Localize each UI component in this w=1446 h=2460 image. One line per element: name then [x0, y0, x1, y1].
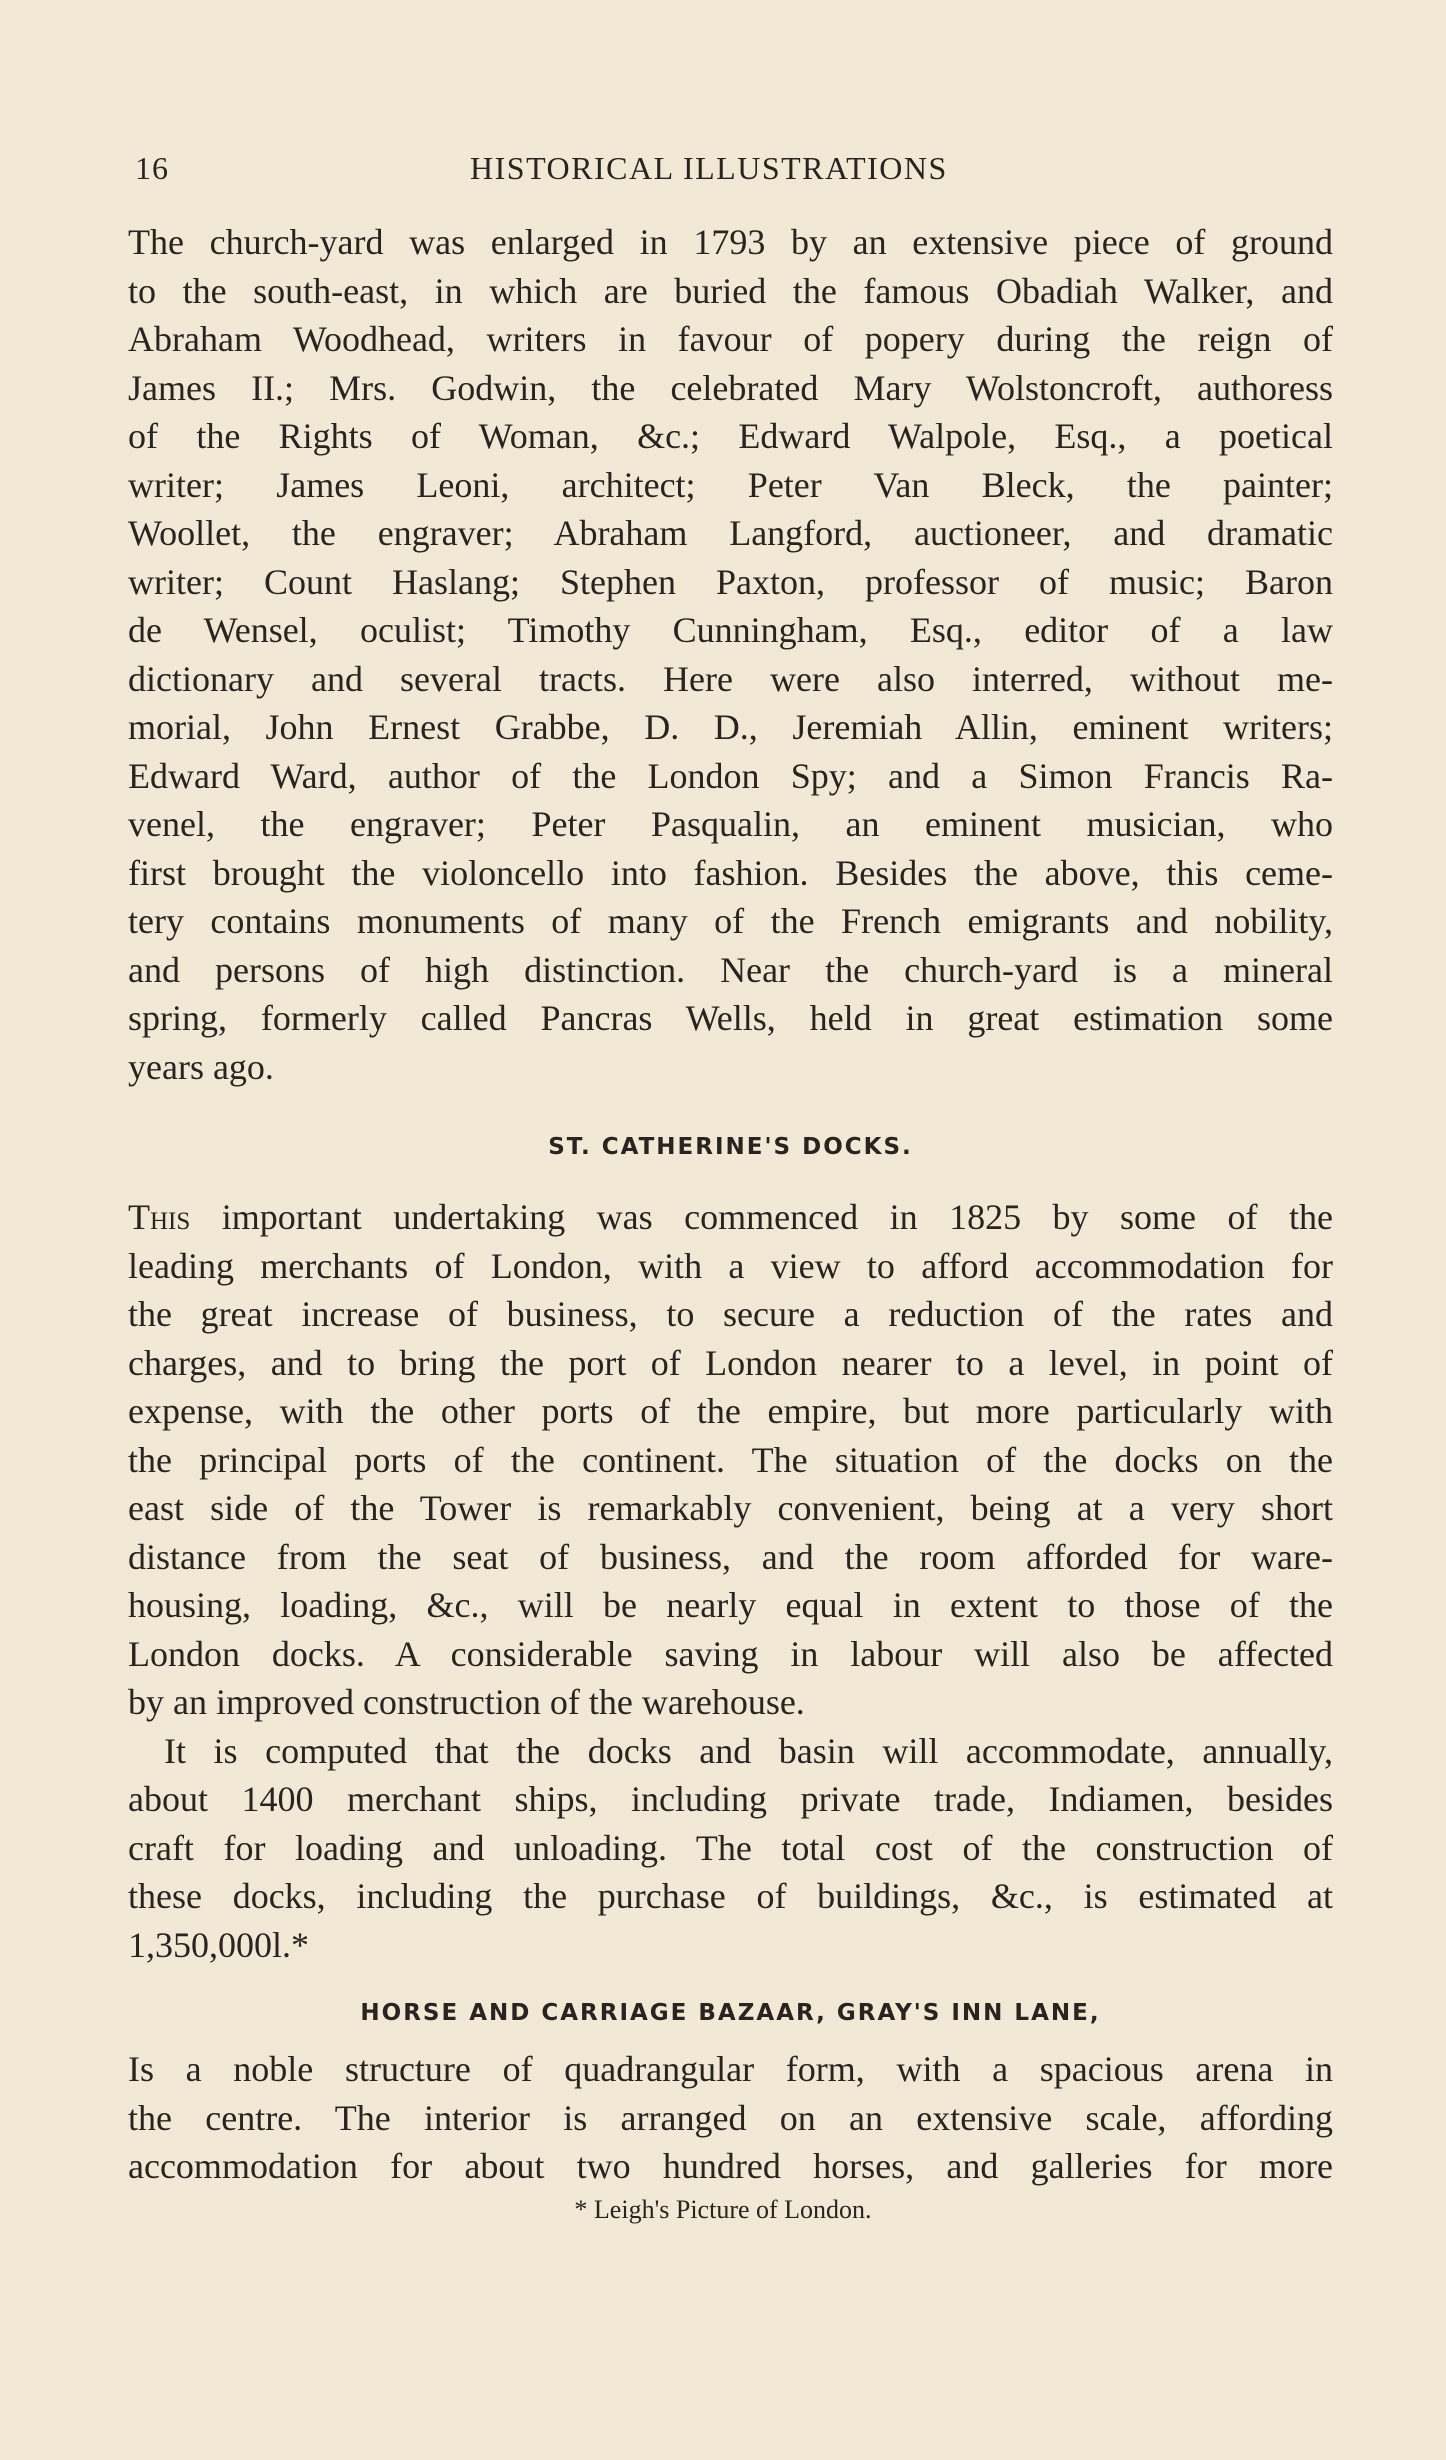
text-line: of the Rights of Woman, &c.; Edward Walpole, Esq., a poetical: [128, 416, 1333, 456]
text-line: to the south-east, in which are buried the famous Obadiah Walker, and: [128, 270, 1333, 311]
text-line: these docks, including the purchase of buildings, &c., is estimated at: [128, 1876, 1333, 1916]
text-line: The church-yard was enlarged in 1793 by an extensive piece of ground: [128, 222, 1333, 262]
text-line: charges, and to bring the port of London nearer to a level, in point of: [128, 1342, 1333, 1383]
text-line: Abraham Woodhead, writers in favour of popery during the reign of: [128, 319, 1333, 359]
text-line: distance from the seat of business, and the room afforded for ware-: [128, 1536, 1333, 1577]
text-line: accommodation for about two hundred horses, and galleries for more: [128, 2146, 1333, 2186]
text-line: and persons of high distinction. Near the church-yard is a mineral: [128, 949, 1333, 990]
text-line: housing, loading, &c., will be nearly equal in extent to those of the: [128, 1585, 1333, 1625]
text-line: London docks. A considerable saving in labour will also be affected: [128, 1633, 1333, 1674]
page-number: 16: [135, 150, 169, 186]
text-line: Woollet, the engraver; Abraham Langford, auctioneer, and dramatic: [128, 513, 1333, 553]
text-line: writer; James Leoni, architect; Peter Van Bleck, the painter;: [128, 464, 1333, 505]
running-head: HISTORICAL ILLUSTRATIONS: [470, 150, 948, 186]
text-line: dictionary and several tracts. Here were also interred, without me-: [128, 658, 1333, 699]
page-header: [135, 150, 1335, 194]
text-line: de Wensel, oculist; Timothy Cunningham, Esq., editor of a law: [128, 610, 1333, 650]
section-heading-st-catherines-docks: ST. CATHERINE'S DOCKS.: [548, 1134, 913, 1160]
text-line: Is a noble structure of quadrangular form, with a spacious arena in: [128, 2049, 1333, 2089]
section-heading-horse-carriage-bazaar: HORSE AND CARRIAGE BAZAAR, GRAY'S INN LANE,: [360, 2000, 1101, 2026]
body-text: [128, 218, 1333, 2191]
paragraph-docks: [128, 1193, 1333, 1727]
text-line: writer; Count Haslang; Stephen Paxton, professor of music; Baron: [128, 561, 1333, 602]
text-line-rest: important undertaking was commenced in 1825 by some of the: [190, 1197, 1333, 1237]
small-caps-opening: This: [128, 1197, 191, 1237]
paragraph-bazaar: [128, 2045, 1333, 2191]
paragraph-docks-cost: [128, 1727, 1333, 1970]
text-line: leading merchants of London, with a view to afford accommodation for: [128, 1245, 1333, 1286]
text-line: It is computed that the docks and basin will accommodate, annually,: [164, 1730, 1333, 1771]
text-line: the centre. The interior is arranged on an extensive scale, affording: [128, 2097, 1333, 2138]
text-line: spring, formerly called Pancras Wells, held in great estimation some: [128, 998, 1333, 1038]
text-line: the great increase of business, to secure a reduction of the rates and: [128, 1294, 1333, 1334]
text-line: first brought the violoncello into fashion. Besides the above, this ceme-: [128, 852, 1333, 893]
text-line: tery contains monuments of many of the French emigrants and nobility,: [128, 901, 1333, 941]
text-line: about 1400 merchant ships, including private trade, Indiamen, besides: [128, 1779, 1333, 1819]
paragraph-churchyard: [128, 218, 1333, 1091]
text-line: the principal ports of the continent. The situation of the docks on the: [128, 1439, 1333, 1480]
text-line: expense, with the other ports of the empire, but more particularly with: [128, 1391, 1333, 1431]
text-line: east side of the Tower is remarkably convenient, being at a very short: [128, 1488, 1333, 1528]
text-line: Edward Ward, author of the London Spy; and a Simon Francis Ra-: [128, 755, 1333, 796]
text-line: James II.; Mrs. Godwin, the celebrated Mary Wolstoncroft, authoress: [128, 367, 1333, 408]
text-line: by an improved construction of the warehouse.: [128, 1682, 805, 1722]
text-line: 1,350,000l.*: [128, 1924, 310, 1965]
text-line-first: [128, 1193, 1333, 1242]
text-line: morial, John Ernest Grabbe, D. D., Jeremiah Allin, eminent writers;: [128, 707, 1333, 747]
text-line: years ago.: [128, 1046, 274, 1087]
footnote: * Leigh's Picture of London.: [574, 2195, 872, 2224]
text-line: craft for loading and unloading. The total cost of the construction of: [128, 1827, 1333, 1868]
text-line: venel, the engraver; Peter Pasqualin, an eminent musician, who: [128, 804, 1333, 844]
